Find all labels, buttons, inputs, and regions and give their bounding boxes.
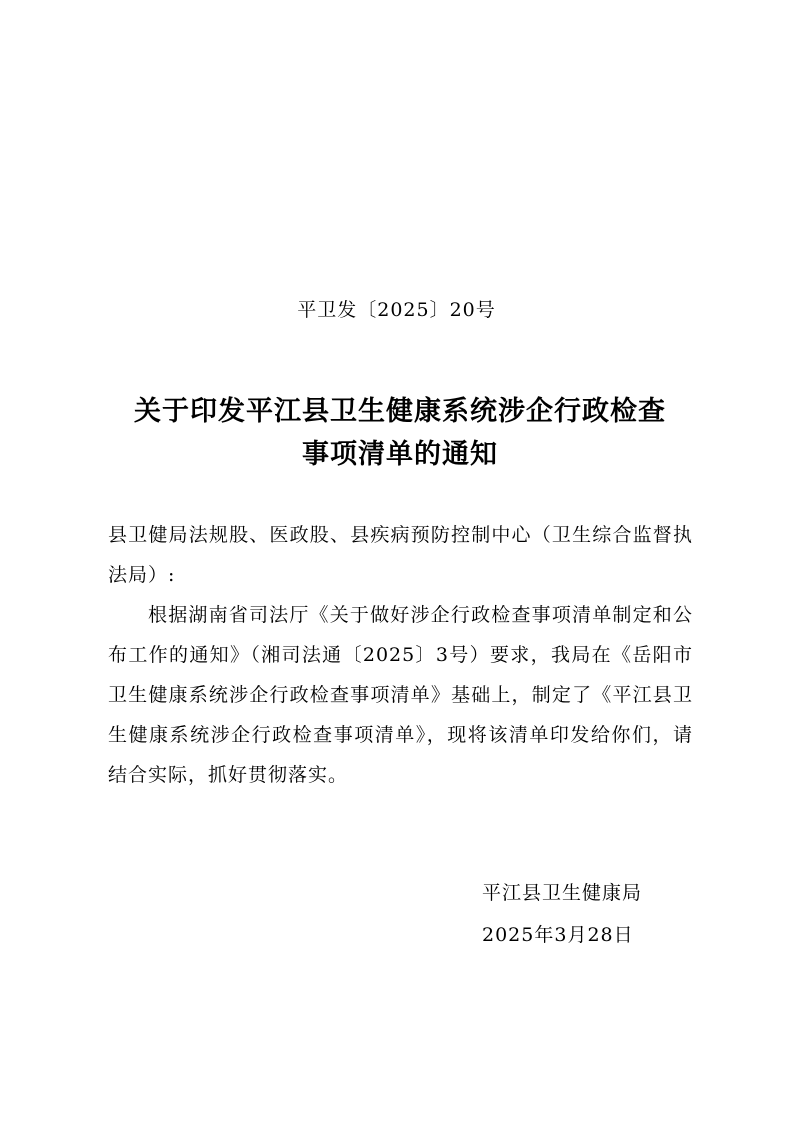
document-title-line-1: 关于印发平江县卫生健康系统涉企行政检查: [134, 396, 666, 427]
signature-date: 2025年3月28日: [482, 924, 634, 946]
signature-organization: 平江县卫生健康局: [482, 882, 643, 904]
body-paragraph: 根据湖南省司法厅《关于做好涉企行政检查事项清单制定和公布工作的通知》（湘司法通〔2025〕3号）要求，我局在《岳阳市卫生健康系统涉企行政检查事项清单》基础上，制定了《平江县卫生健康系统涉企行政检查事项清单》，现将该清单印发给你们，请结合实际，抓好贯彻落实。: [108, 604, 693, 786]
addressee: 县卫健局法规股、医政股、县疾病预防控制中心（卫生综合监督执法局）:: [108, 524, 693, 586]
document-number: 平卫发〔2025〕20号: [297, 299, 496, 321]
document-title: [100, 390, 700, 476]
document-title-line-2: 事项清单的通知: [302, 439, 498, 470]
